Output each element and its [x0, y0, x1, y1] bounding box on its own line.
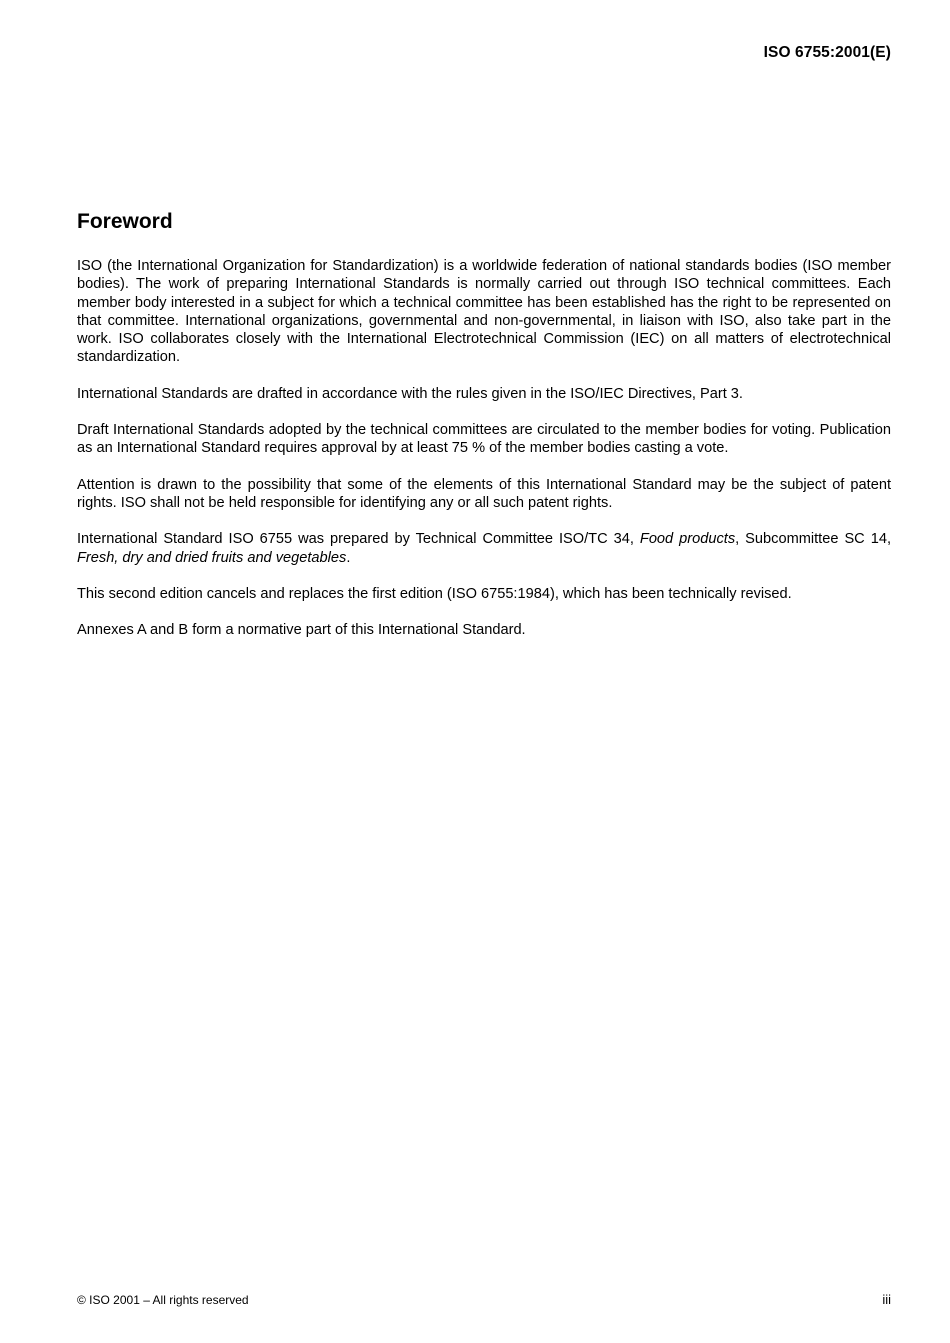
subcommittee-title: Fresh, dry and dried fruits and vegetables [77, 549, 347, 566]
sentence-end: . [346, 549, 351, 566]
copyright-notice: © ISO 2001 – All rights reserved [77, 1293, 249, 1307]
paragraph-edition: This second edition cancels and replaces the first edition (ISO 6755:1984), which has been technically revised. [77, 585, 792, 602]
paragraph-iso-description: ISO (the International Organization for Standardization) is a worldwide federation of national standards bodies (ISO member bodies). The work of preparing International Standards is normally carried out through ISO technical committees. Each member body interested in a subject for which a technical committee has been established has the right to be represented on that committee. International organizations, governmental and non-governmental, in liaison with ISO, also take part in the work. ISO collaborates closely with the International Electrotechnical Commission (IEC) on all matters of electrotechnical standardization. [77, 258, 891, 366]
paragraph-voting: Draft International Standards adopted by the technical committees are circulated to the member bodies for voting. Publication as an International Standard requires approval by at least 75 % of the member bodies casting a vote. [77, 422, 891, 457]
paragraph-drafting-rules: International Standards are drafted in accordance with the rules given in the ISO/IEC Directives, Part 3. [77, 385, 743, 402]
foreword-body [77, 257, 891, 657]
subcommittee-text: , Subcommittee SC 14, [735, 531, 892, 548]
paragraph-prepared-by [77, 530, 891, 567]
prepared-by-text: International Standard ISO 6755 was prepared by Technical Committee ISO/TC 34, [77, 531, 640, 548]
committee-title: Food products [639, 531, 736, 548]
page-number: iii [882, 1292, 891, 1307]
page-title: Foreword [77, 210, 173, 233]
paragraph-patent-rights: Attention is drawn to the possibility that some of the elements of this International Standard may be the subject of patent rights. ISO shall not be held responsible for identifying any or all such patent rights. [77, 476, 891, 511]
paragraph-annexes: Annexes A and B form a normative part of this International Standard. [77, 622, 526, 639]
document-id-header: ISO 6755:2001(E) [763, 44, 891, 61]
